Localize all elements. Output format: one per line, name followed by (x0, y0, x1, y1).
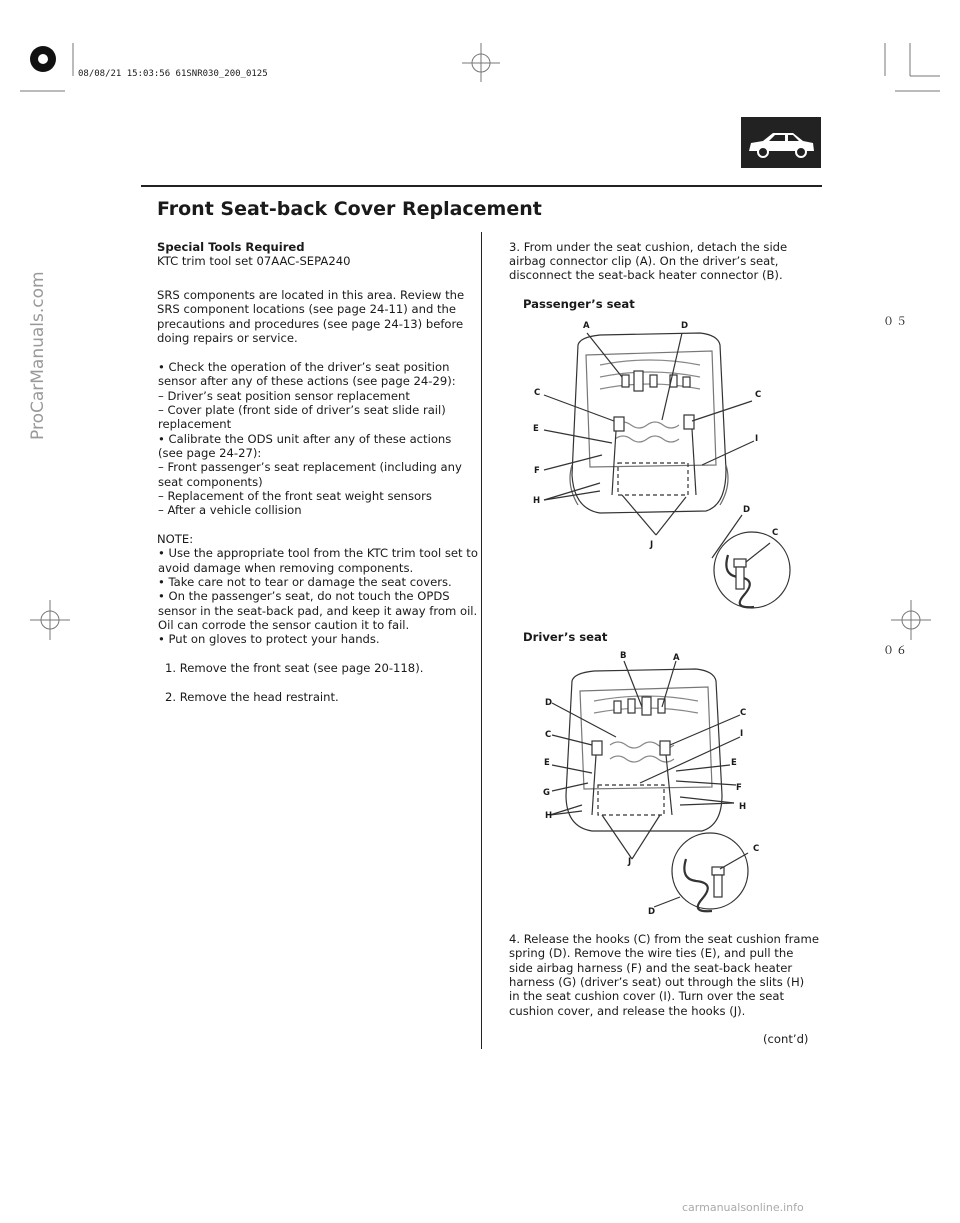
car-icon (741, 117, 821, 168)
bullet-line: – After a vehicle collision (158, 503, 302, 517)
fig-label: B (620, 651, 627, 661)
fig-label: C (753, 844, 760, 854)
step-3-line: 3. From under the seat cushion, detach the side (509, 240, 788, 254)
bullet-line: – Driver’s seat position sensor replacement (158, 389, 410, 403)
note-line: Oil can corrode the sensor caution it to fail. (158, 618, 410, 632)
fig-label: I (755, 434, 759, 444)
fig-label: H (545, 811, 553, 821)
print-stamp: 08/08/21 15:03:56 61SNR030_200_0125 (78, 69, 268, 79)
fig-label: D (743, 505, 751, 515)
bullet-line: • Check the operation of the driver’s seat position (158, 360, 450, 374)
step-4-line: harness (G) (driver’s seat) out through the slits (H) (509, 975, 805, 989)
step-4-line: spring (D). Remove the wire ties (E), and pull the (509, 946, 794, 960)
page-mark: ０５ (883, 315, 909, 328)
fig-label: E (731, 758, 737, 768)
fig-label: F (534, 466, 540, 476)
fig-label: I (740, 729, 744, 739)
fig-label: H (739, 802, 747, 812)
note-line: • Use the appropriate tool from the KTC trim tool set to (158, 546, 478, 560)
bullet-line: sensor after any of these actions (see page 24-29): (158, 374, 456, 388)
passenger-seat-heading: Passenger’s seat (523, 297, 635, 311)
srs-line: SRS components are located in this area. Review the (157, 288, 465, 302)
note-line: • On the passenger’s seat, do not touch the OPDS (158, 589, 450, 603)
step-3-line: disconnect the seat-back heater connector (B). (509, 268, 783, 282)
fig-label: D (545, 698, 553, 708)
bullet-line: – Replacement of the front seat weight sensors (158, 489, 432, 503)
fig-label: G (543, 788, 550, 798)
bullet-line: (see page 24-27): (158, 446, 262, 460)
bullet-line: seat components) (158, 475, 263, 489)
fig-label: C (772, 528, 779, 538)
header-rule (141, 185, 822, 187)
srs-line: SRS component locations (see page 24-11) and the (157, 302, 457, 316)
srs-line: doing repairs or service. (157, 331, 298, 345)
fig-label: C (545, 730, 552, 740)
fig-label: H (533, 496, 541, 506)
fig-label: F (736, 783, 742, 793)
driver-seat-figure (530, 645, 800, 915)
page-title: Front Seat-back Cover Replacement (157, 198, 542, 220)
bullet-line: – Front passenger’s seat replacement (including any (158, 460, 462, 474)
column-divider (481, 232, 482, 1049)
driver-seat-heading: Driver’s seat (523, 630, 608, 644)
bullet-line: • Calibrate the ODS unit after any of these actions (158, 432, 452, 446)
step-2: 2. Remove the head restraint. (165, 690, 339, 704)
step-4-line: in the seat cushion cover (I). Turn over the seat (509, 989, 785, 1003)
bullet-line: – Cover plate (front side of driver’s seat slide rail) (158, 403, 446, 417)
note-line: avoid damage when removing components. (158, 561, 414, 575)
continued-label: (cont’d) (763, 1032, 809, 1046)
fig-label: D (681, 321, 689, 331)
page-mark: ０６ (883, 644, 909, 657)
fig-label: C (755, 390, 762, 400)
note-line: • Take care not to tear or damage the seat covers. (158, 575, 452, 589)
step-4-line: 4. Release the hooks (C) from the seat cushion frame (509, 932, 819, 946)
side-watermark: ProCarManuals.com (28, 271, 48, 440)
fig-label: A (673, 653, 680, 663)
fig-label: D (648, 907, 656, 917)
fig-label: J (628, 857, 632, 867)
fig-label: A (583, 321, 590, 331)
bullet-line: replacement (158, 417, 232, 431)
special-tools-heading: Special Tools Required (157, 240, 305, 254)
step-4-line: cushion cover, and release the hooks (J). (509, 1004, 746, 1018)
fig-label: E (533, 424, 539, 434)
fig-label: E (544, 758, 550, 768)
fig-label: C (740, 708, 747, 718)
footer-watermark: carmanualsonline.info (682, 1201, 804, 1214)
tool-line: KTC trim tool set 07AAC-SEPA240 (157, 254, 351, 268)
step-3-line: airbag connector clip (A). On the driver’s seat, (509, 254, 779, 268)
passenger-seat-figure (530, 315, 800, 615)
fig-label: J (650, 540, 654, 550)
step-1: 1. Remove the front seat (see page 20-118). (165, 661, 424, 675)
step-4-line: side airbag harness (F) and the seat-back heater (509, 961, 793, 975)
note-line: sensor in the seat-back pad, and keep it away from oil. (158, 604, 478, 618)
fig-label: C (534, 388, 541, 398)
note-line: • Put on gloves to protect your hands. (158, 632, 380, 646)
note-label: NOTE: (157, 532, 194, 546)
srs-line: precautions and procedures (see page 24-13) before (157, 317, 464, 331)
